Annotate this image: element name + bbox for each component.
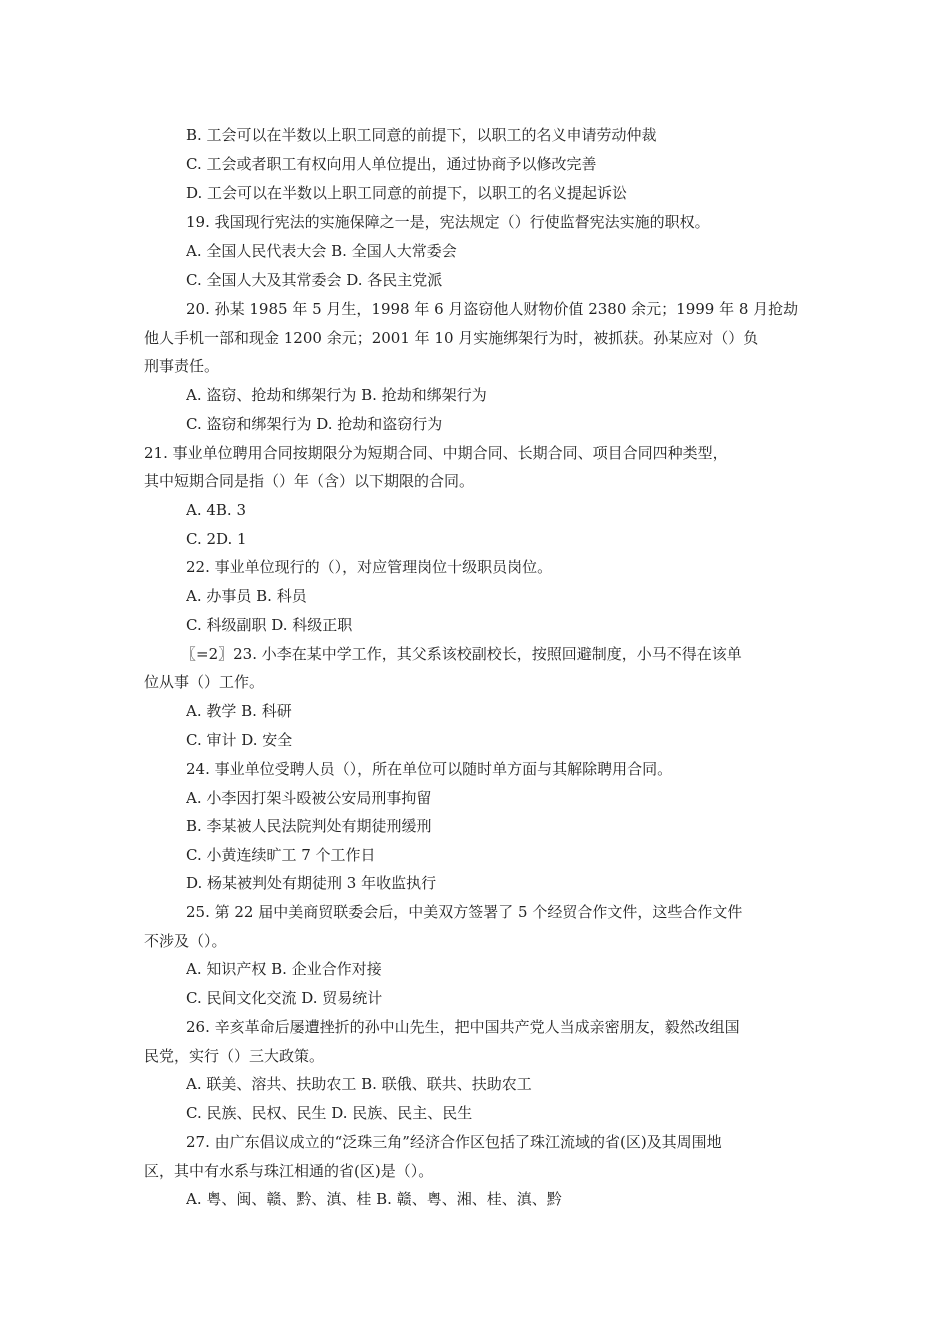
text-line: 民党，实行（）三大政策。	[144, 1047, 325, 1065]
text-line: C. 民族、民权、民生 D. 民族、民主、民生	[186, 1104, 473, 1122]
text-line: A. 4B. 3	[186, 501, 247, 519]
text-line: 22. 事业单位现行的（），对应管理岗位十级职员岗位。	[186, 558, 553, 576]
text-line: A. 全国人民代表大会 B. 全国人大常委会	[186, 242, 457, 260]
text-line: 24. 事业单位受聘人员（），所在单位可以随时单方面与其解除聘用合同。	[186, 760, 673, 778]
text-line: 26. 辛亥革命后屡遭挫折的孙中山先生，把中国共产党人当成亲密朋友，毅然改组国	[186, 1018, 740, 1036]
text-line: B. 李某被人民法院判处有期徒刑缓刑	[186, 817, 432, 835]
text-line: A. 小李因打架斗殴被公安局刑事拘留	[186, 789, 432, 807]
text-line: C. 审计 D. 安全	[186, 731, 293, 749]
text-line: A. 办事员 B. 科员	[186, 587, 307, 605]
text-line: A. 粤、闽、赣、黔、滇、桂 B. 赣、粤、湘、桂、滇、黔	[186, 1190, 562, 1208]
text-line: C. 民间文化交流 D. 贸易统计	[186, 989, 383, 1007]
text-line: 27. 由广东倡议成立的“泛珠三角”经济合作区包括了珠江流域的省(区)及其周围地	[186, 1133, 722, 1151]
text-line: 20. 孙某 1985 年 5 月生，1998 年 6 月盗窃他人财物价值 2380 余元；1999 年 8 月抢劫	[186, 300, 799, 318]
text-line: C. 工会或者职工有权向用人单位提出，通过协商予以修改完善	[186, 155, 597, 173]
text-line: 其中短期合同是指（）年（含）以下期限的合同。	[144, 472, 475, 490]
text-line: C. 科级副职 D. 科级正职	[186, 616, 353, 634]
text-line: 19. 我国现行宪法的实施保障之一是，宪法规定（）行使监督宪法实施的职权。	[186, 213, 710, 231]
text-line: D. 工会可以在半数以上职工同意的前提下，以职工的名义提起诉讼	[186, 184, 628, 202]
text-line: A. 知识产权 B. 企业合作对接	[186, 960, 382, 978]
text-line: A. 联美、溶共、扶助农工 B. 联俄、联共、扶助农工	[186, 1075, 532, 1093]
text-line: D. 杨某被判处有期徒刑 3 年收监执行	[186, 874, 437, 892]
text-line: 他人手机一部和现金 1200 余元；2001 年 10 月实施绑架行为时，被抓获。孙某应对（）负	[144, 329, 759, 347]
text-line: 25. 第 22 届中美商贸联委会后，中美双方签署了 5 个经贸合作文件，这些合作文件	[186, 903, 743, 921]
text-line: A. 盗窃、抢劫和绑架行为 B. 抢劫和绑架行为	[186, 386, 487, 404]
text-line: B. 工会可以在半数以上职工同意的前提下，以职工的名义申请劳动仲裁	[186, 126, 657, 144]
text-line: 不涉及（）。	[144, 932, 227, 950]
text-line: C. 2D. 1	[186, 530, 247, 548]
text-line: 刑事责任。	[144, 357, 220, 375]
text-line: 21. 事业单位聘用合同按期限分为短期合同、中期合同、长期合同、项目合同四种类型，	[144, 444, 728, 462]
text-line: C. 小黄连续旷工 7 个工作日	[186, 846, 376, 864]
text-line: C. 全国人大及其常委会 D. 各民主党派	[186, 271, 443, 289]
text-line: 位从事（）工作。	[144, 673, 265, 691]
text-line: 区，其中有水系与珠江相通的省(区)是（）。	[144, 1162, 434, 1180]
text-line: C. 盗窃和绑架行为 D. 抢劫和盗窃行为	[186, 415, 443, 433]
text-line: 〖=2〗23. 小李在某中学工作，其父系该校副校长，按照回避制度，小马不得在该单	[181, 645, 742, 663]
text-line: A. 教学 B. 科研	[186, 702, 292, 720]
